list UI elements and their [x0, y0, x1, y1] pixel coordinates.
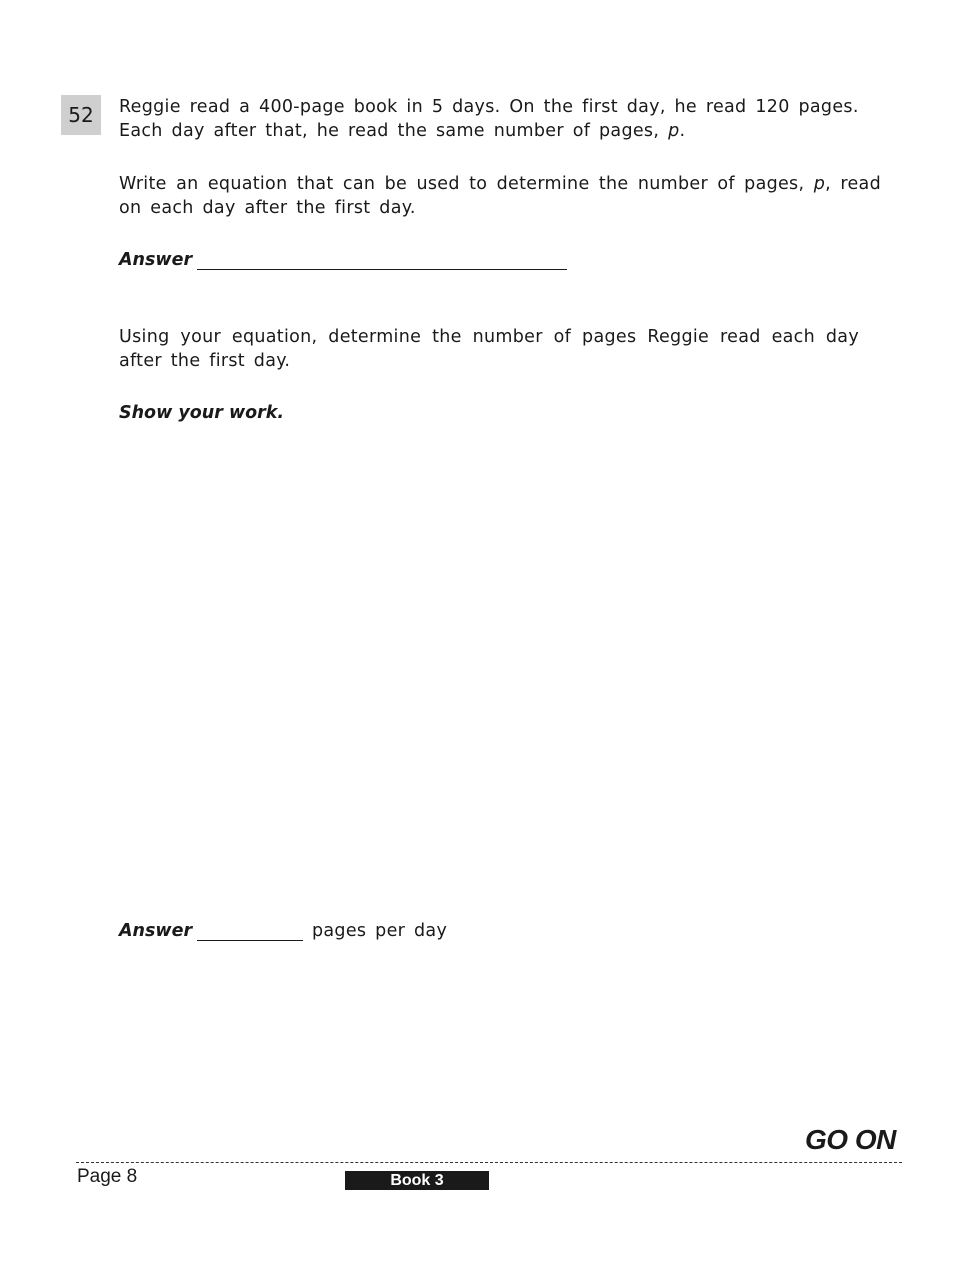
part-a-variable: p [813, 174, 826, 194]
show-work-instruction: Show your work. [119, 403, 285, 423]
stem-variable: p [668, 120, 680, 141]
answer-label-equation: Answer [119, 250, 193, 270]
footer-dashed-rule [76, 1162, 902, 1163]
book-label: Book 3 [345, 1171, 489, 1190]
stem-line-2-end: . [679, 120, 686, 141]
part-a-text-end: , read on each day after the first day. [119, 174, 881, 218]
answer-label-pages: Answer [119, 921, 193, 941]
part-b-prompt: Using your equation, determine the number of pages Reggie read each day after the first day. [119, 327, 859, 371]
go-on-label: GO ON [805, 1124, 896, 1155]
pages-answer-line[interactable] [197, 926, 303, 941]
part-a-prompt [119, 173, 881, 220]
question-number: 52 [61, 95, 101, 135]
part-a-text: Write an equation that can be used to determine the number of pages, [119, 174, 805, 194]
stem-line-2: Each day after that, he read the same number of pages, [119, 120, 660, 141]
page-number: Page 8 [77, 1166, 138, 1187]
stem-line-1: Reggie read a 400-page book in 5 days. On the first day, he read 120 pages. [119, 97, 859, 117]
question-stem [119, 96, 881, 143]
answer-unit: pages per day [312, 921, 448, 941]
equation-answer-line[interactable] [197, 255, 567, 270]
